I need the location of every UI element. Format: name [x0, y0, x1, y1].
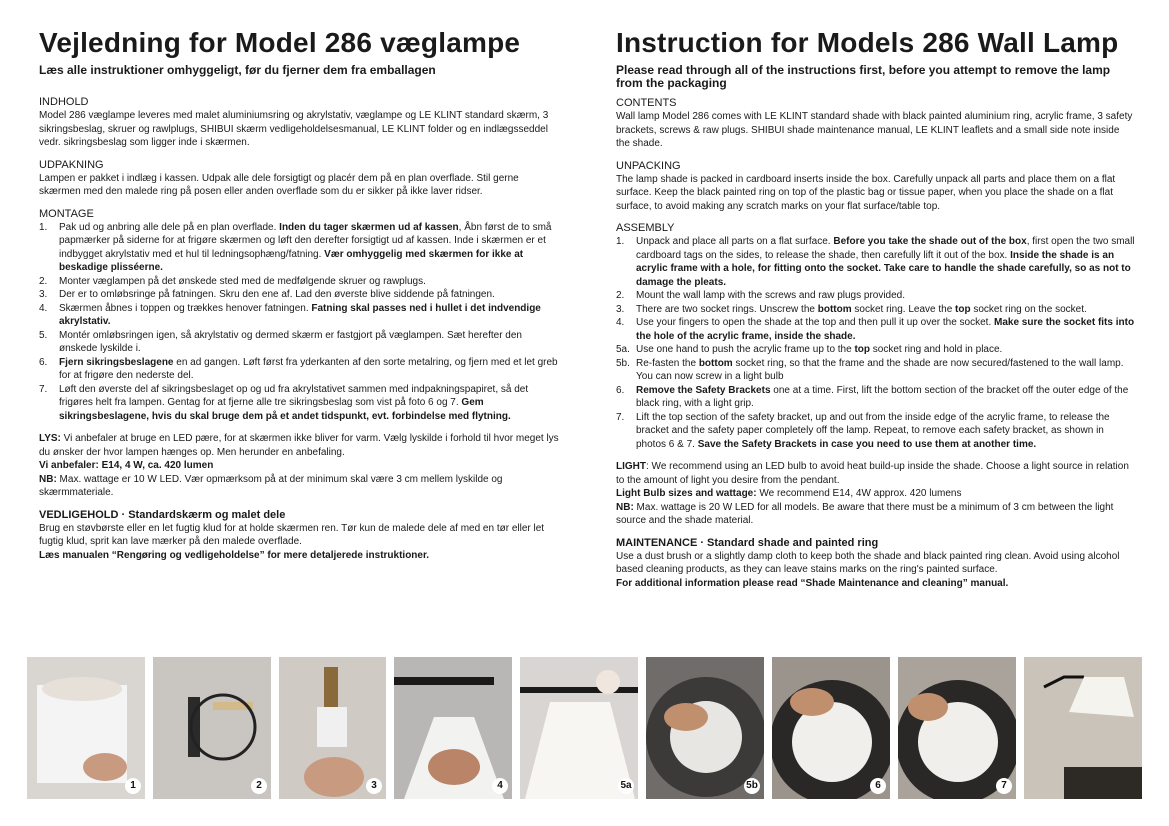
photo-illustration: [898, 657, 1016, 799]
assembly-step: [39, 275, 559, 289]
photo-illustration: [772, 657, 890, 799]
unpacking-section-english: [616, 160, 1136, 214]
contents-text: Model 286 væglampe leveres med malet aluminiumsring og akrylstativ, væglampe og LE KLINT standard skærm, 3 sikringsbeslag, skruer og rawlplugs, SHIBUI skærm vedligeholdelsesmanual, LE KLINT folder og en indlægsseddel vedr. sikringsbeslag som ligger inde i skærmen.: [39, 110, 549, 148]
step-number: 6.: [39, 356, 48, 368]
maintenance-heading: VEDLIGEHOLD · Standardskærm og malet dele: [39, 508, 286, 521]
bold-text: Fjern sikringsbeslagene: [59, 356, 174, 368]
photo-number-badge: 7: [996, 778, 1012, 794]
photo-illustration: [646, 657, 764, 799]
unpacking-text: Lampen er pakket i indlæg i kassen. Udpak alle dele forsigtigt og placér dem på en plan overflade. Stil gerne skærmen med den malede ring på posen eller anden overflade som du er sikker på ikke laver ridser.: [39, 172, 519, 197]
assembly-steps: [39, 221, 559, 424]
bold-text: Inden du tager skærmen ud af kassen: [279, 221, 459, 233]
step-number: 1.: [616, 236, 625, 247]
step-number: 3.: [616, 303, 625, 315]
step-number: 1.: [39, 221, 48, 233]
bold-text: Remove the Safety Brackets: [636, 384, 771, 396]
light-paragraph: [39, 473, 559, 500]
assembly-step: [616, 316, 1136, 343]
assembly-step: [616, 411, 1136, 452]
text-run: , Åbn først de to små papmærker på siderne for at frigøre skærmen og løft den derefter forsigtigt ud af kassen. Inde i skærmen er et indbygget akrylstativ med et hul til ledningsophæng/fatning.: [59, 221, 552, 260]
photo-shape: [83, 753, 127, 781]
photo-illustration: [27, 657, 145, 799]
maintenance-section-english: [616, 537, 1136, 591]
light-paragraph: [616, 460, 1136, 487]
contents-heading: CONTENTS: [616, 97, 677, 109]
bold-text: LIGHT: [616, 461, 646, 472]
assembly-photo: [772, 657, 890, 799]
photo-strip: [27, 657, 1142, 799]
assembly-photo: [898, 657, 1016, 799]
photo-number-badge: 2: [251, 778, 267, 794]
assembly-photo: [279, 657, 386, 799]
bold-text: Save the Safety Brackets in case you need to use them at another time.: [697, 438, 1037, 450]
light-section-english: [616, 460, 1136, 528]
photo-number-badge: 6: [870, 778, 886, 794]
text-run: Use your fingers to open the shade at the top and then pull it up over the socket.: [636, 317, 995, 328]
assembly-step: [39, 288, 559, 302]
step-number: 5a.: [616, 344, 630, 355]
step-number: 5b.: [616, 357, 630, 369]
text-run: Re-fasten the: [636, 357, 699, 369]
bold-text: Light Bulb sizes and wattage:: [616, 488, 757, 499]
maintenance-note: For additional information please read “Shade Maintenance and cleaning” manual.: [616, 577, 1009, 589]
light-paragraph: [616, 487, 1136, 501]
subtitle-danish: Læs alle instruktioner omhyggeligt, før du fjerner dem fra emballagen: [39, 63, 436, 77]
bold-text: Inside the shade is an acrylic frame with a hole, for fitting onto the socket. Take care to handle the shade carefully, so as not to damage the pleats.: [636, 249, 1131, 288]
assembly-step: [616, 357, 1136, 384]
photo-shape: [664, 703, 708, 731]
light-paragraph: [39, 432, 559, 459]
assembly-step: [39, 329, 559, 356]
step-number: 4.: [39, 302, 48, 314]
step-number: 7.: [39, 383, 48, 395]
photo-number-badge: 4: [492, 778, 508, 794]
text-run: Max. wattage er 10 W LED. Vær opmærksom på at der minimum skal være 3 cm mellem lyskilde og skærmmateriale.: [39, 473, 503, 498]
text-run: Der er to omløbsringe på fatningen. Skru den ene af. Lad den øverste blive siddende på fatningen.: [59, 289, 495, 300]
text-run: one at a time. First, lift the bottom section of the bracket off the outer edge of the black ring, with a light grip.: [636, 384, 1129, 409]
bold-text: top: [955, 303, 971, 315]
photo-shape: [42, 677, 122, 701]
assembly-step: [39, 221, 559, 275]
maintenance-heading: MAINTENANCE · Standard shade and painted ring: [616, 536, 879, 549]
photo-illustration: [520, 657, 638, 799]
assembly-photo: [646, 657, 764, 799]
text-run: Monter væglampen på det ønskede sted med de medfølgende skruer og rawplugs.: [59, 275, 426, 287]
subtitle-english: Please read through all of the instructions first, before you attempt to remove the lamp from the packaging: [616, 63, 1111, 90]
text-run: Løft den øverste del af sikringsbeslaget op og ud fra akrylstativet sammen med indpakningspapiret, så det frigøres helt fra lampen. Gentag for at fjerne alle tre sikringsbeslag som vist på foto 6 og 7.: [59, 383, 529, 408]
photo-illustration: [394, 657, 512, 799]
photo-shape: [790, 688, 834, 716]
text-run: Vi anbefaler at bruge en LED pære, for at skærmen ikke bliver for varm. Vælg lyskilde i forhold til hvor meget lys du ønsker der hvor lampen hænges op. Men herunder en anbefaling.: [39, 433, 559, 458]
maintenance-text: Use a dust brush or a slightly damp cloth to keep both the shade and black painted ring clean. Avoid using alcohol based cleaning products, as they can leave stains marks on the ring's painted surface.: [616, 550, 1120, 575]
assembly-step: [616, 343, 1136, 357]
text-run: Skærmen åbnes i toppen og trækkes henover fatningen.: [59, 302, 312, 314]
bold-text: LYS:: [39, 433, 61, 444]
danish-column: [39, 26, 559, 562]
bold-text: NB:: [39, 473, 57, 485]
text-run: Unpack and place all parts on a flat surface.: [636, 236, 834, 247]
text-run: Lift the top section of the safety bracket, up and out from the inside edge of the acrylic frame, to release the bracket and the safety paper completely off the lamp. Repeat, to remove each safety bracket, as shown in photos 6 & 7.: [636, 411, 1110, 450]
light-paragraph: [39, 459, 559, 473]
step-number: 3.: [39, 289, 48, 300]
contents-section-english: [616, 97, 1136, 151]
page-title-english: Instruction for Models 286 Wall Lamp: [616, 27, 1119, 58]
english-column: [616, 26, 1136, 590]
unpacking-heading: UNPACKING: [616, 159, 681, 172]
text-run: Use one hand to push the acrylic frame up to the: [636, 344, 855, 355]
text-run: Max. wattage is 20 W LED for all models. Be aware that there must be a minimum of 3 cm between the light source and the shade material.: [616, 501, 1114, 526]
photo-shape: [317, 707, 347, 747]
photo-shape: [324, 667, 338, 707]
assembly-step: [616, 289, 1136, 303]
step-number: 5.: [39, 329, 48, 341]
step-number: 6.: [616, 384, 625, 396]
text-run: en ad gangen. Løft først fra yderkanten af den sorte metalring, og fjern med et let greb for at frigøre den nederste del.: [59, 356, 558, 381]
assembly-photo: [520, 657, 638, 799]
photo-shape: [520, 687, 638, 693]
maintenance-section-danish: [39, 509, 559, 563]
text-run: Montér omløbsringen igen, så akrylstativ og dermed skærm er fastgjort på væglampen. Sæt herefter den ønskede lyskilde i.: [59, 329, 522, 354]
assembly-photo: [1024, 657, 1142, 799]
assembly-step: [616, 384, 1136, 411]
photo-number-badge: 5b: [744, 778, 760, 794]
text-run: Mount the wall lamp with the screws and raw plugs provided.: [636, 290, 906, 301]
photo-shape: [596, 670, 620, 694]
photo-number-badge: 1: [125, 778, 141, 794]
contents-heading: INDHOLD: [39, 96, 89, 108]
step-number: 2.: [39, 275, 48, 287]
text-run: socket ring and hold in place.: [870, 344, 1003, 355]
light-paragraph: [616, 501, 1136, 528]
photo-shape: [304, 757, 364, 797]
assembly-heading: MONTAGE: [39, 207, 94, 220]
page-title-danish: Vejledning for Model 286 væglampe: [39, 27, 521, 58]
text-run: socket ring on the socket.: [970, 303, 1087, 315]
text-run: Pak ud og anbring alle dele på en plan overflade.: [59, 221, 280, 233]
photo-illustration: [1024, 657, 1142, 799]
bold-text: NB:: [616, 501, 634, 513]
unpacking-heading: UDPAKNING: [39, 158, 104, 171]
unpacking-section-danish: [39, 159, 559, 199]
bold-text: Gem sikringsbeslagene, hvis du skal bruge dem på et andet tidspunkt, evt. forbindelse med flytning.: [59, 397, 511, 422]
photo-illustration: [153, 657, 271, 799]
assembly-heading: ASSEMBLY: [616, 222, 675, 234]
bold-text: Vær omhyggelig med skærmen for ikke at beskadige plisséerne.: [59, 248, 524, 273]
text-run: socket ring. Leave the: [851, 303, 956, 315]
bold-text: Make sure the socket fits into the hole of the acrylic frame, inside the shade.: [636, 317, 1135, 342]
photo-shape: [428, 749, 480, 785]
text-run: , first open the two small cardboard tags on the sides, to release the shade, then carefully lift it out of the box.: [636, 236, 1135, 261]
bold-text: bottom: [698, 357, 733, 369]
bold-text: Fatning skal passes ned i hullet i det indvendige akrylstativ.: [59, 302, 541, 327]
photo-shape: [394, 677, 494, 685]
assembly-step: [616, 303, 1136, 317]
bold-text: Vi anbefaler: E14, 4 W, ca. 420 lumen: [39, 460, 214, 471]
assembly-step: [39, 356, 559, 383]
photo-shape: [1064, 767, 1142, 799]
bold-text: bottom: [817, 303, 852, 315]
contents-section-danish: [39, 96, 559, 150]
assembly-photo: [153, 657, 271, 799]
assembly-steps: [616, 235, 1136, 451]
maintenance-text: Brug en støvbørste eller en let fugtig klud for at holde skærmen ren. Tør kun de malede dele af med en tør eller let fugtig klud, sprit kan lave mærker på den malede overflade.: [39, 522, 545, 547]
step-number: 2.: [616, 290, 625, 301]
text-run: : We recommend using an LED bulb to avoid heat build-up inside the shade. Choose a light source in relation to the amount of light you desire from the pendant.: [616, 461, 1129, 486]
text-run: We recommend E14, 4W approx. 420 lumens: [756, 488, 962, 499]
bold-text: Before you take the shade out of the box: [833, 236, 1027, 247]
assembly-photo: [394, 657, 512, 799]
photo-number-badge: 5a: [618, 778, 634, 794]
photo-shape: [908, 693, 948, 721]
step-number: 7.: [616, 411, 625, 423]
light-section-danish: [39, 432, 559, 500]
text-run: There are two socket rings. Unscrew the: [636, 303, 818, 315]
assembly-section-english: [616, 222, 1136, 451]
assembly-step: [616, 235, 1136, 289]
step-number: 4.: [616, 317, 625, 328]
text-run: socket ring, so that the frame and the shade are now secured/fastened to the wall lamp. You can now screw in a light bulb: [636, 357, 1124, 382]
contents-text: Wall lamp Model 286 comes with LE KLINT standard shade with black painted aluminium ring, acrylic frame, 3 safety brackets, screws & raw plugs. SHIBUI shade maintenance manual, LE KLINT leaflets and a small side note inside the shade.: [616, 111, 1133, 149]
assembly-photo: [27, 657, 145, 799]
assembly-step: [39, 383, 559, 424]
assembly-step: [39, 302, 559, 329]
unpacking-text: The lamp shade is packed in cardboard inserts inside the box. Carefully unpack all parts and place them on a flat surface. Keep the black painted ring on top of the plastic bag or tissue paper, when you place the shade on a flat surface, to avoid making any scratch marks on your flat surface/table top.: [616, 173, 1116, 212]
photo-number-badge: 3: [366, 778, 382, 794]
bold-text: top: [854, 344, 871, 355]
maintenance-note: Læs manualen “Rengøring og vedligeholdelse” for mere detaljerede instruktioner.: [39, 549, 430, 561]
assembly-section-danish: [39, 208, 559, 424]
